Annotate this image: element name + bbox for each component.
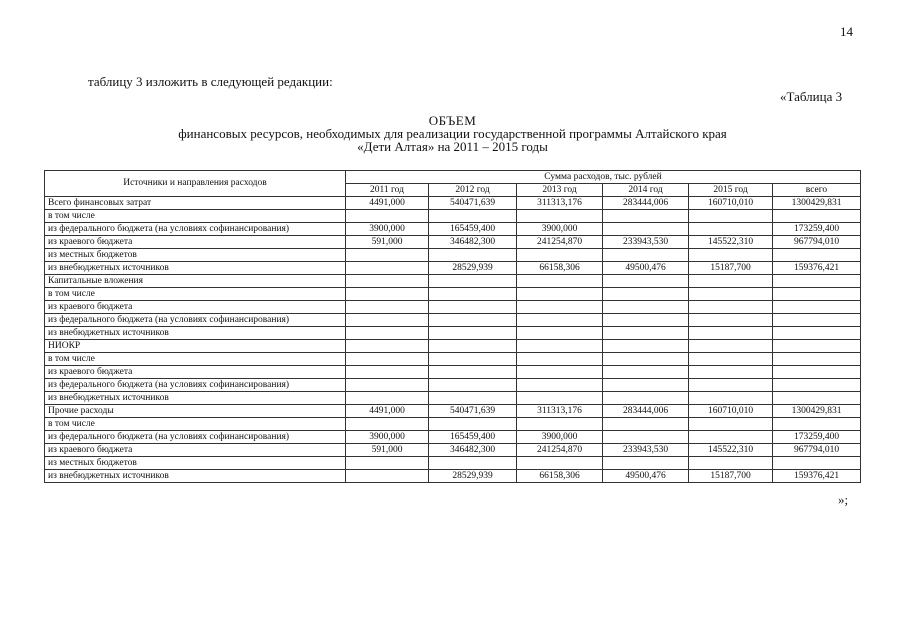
header-year-2012: 2012 год (429, 184, 517, 197)
row-label: из краевого бюджета (45, 301, 346, 314)
header-year-2014: 2014 год (603, 184, 689, 197)
row-value-cell (689, 210, 773, 223)
row-value-cell (773, 210, 861, 223)
page-number: 14 (840, 24, 853, 39)
row-value-cell (603, 223, 689, 236)
row-value-cell: 3900,000 (517, 431, 603, 444)
row-value-cell (773, 288, 861, 301)
row-value-cell (603, 418, 689, 431)
row-value-cell (429, 418, 517, 431)
row-value-cell: 540471,639 (429, 405, 517, 418)
row-label: из местных бюджетов (45, 249, 346, 262)
row-value-cell (346, 314, 429, 327)
row-value-cell (603, 392, 689, 405)
row-value-cell (773, 340, 861, 353)
table-row (45, 340, 861, 353)
row-value-cell: 145522,310 (689, 444, 773, 457)
table-row (45, 223, 861, 236)
row-value-cell: 4491,000 (346, 405, 429, 418)
row-value-cell (346, 288, 429, 301)
row-value-cell: 346482,300 (429, 236, 517, 249)
row-value-cell (689, 223, 773, 236)
row-value-cell (517, 340, 603, 353)
row-value-cell (346, 353, 429, 366)
table-row (45, 314, 861, 327)
row-label: в том числе (45, 418, 346, 431)
row-value-cell (346, 366, 429, 379)
row-value-cell: 283444,006 (603, 405, 689, 418)
row-value-cell: 283444,006 (603, 197, 689, 210)
row-label: из внебюджетных источников (45, 392, 346, 405)
row-value-cell: 15187,700 (689, 262, 773, 275)
row-value-cell (346, 262, 429, 275)
row-value-cell (689, 366, 773, 379)
row-value-cell: 4491,000 (346, 197, 429, 210)
row-label: в том числе (45, 288, 346, 301)
row-value-cell (429, 340, 517, 353)
row-value-cell (517, 314, 603, 327)
row-value-cell (689, 314, 773, 327)
table-row (45, 444, 861, 457)
row-label: из краевого бюджета (45, 444, 346, 457)
row-value-cell (429, 392, 517, 405)
row-value-cell (429, 210, 517, 223)
row-value-cell: 311313,176 (517, 197, 603, 210)
row-value-cell: 28529,939 (429, 262, 517, 275)
intro-text: таблицу 3 изложить в следующей редакции: (88, 74, 333, 89)
header-year-2011: 2011 год (346, 184, 429, 197)
row-value-cell (517, 366, 603, 379)
table-row (45, 275, 861, 288)
table-reference: «Таблица 3 (780, 89, 843, 104)
row-value-cell (517, 392, 603, 405)
row-value-cell (773, 379, 861, 392)
row-value-cell (689, 392, 773, 405)
row-value-cell (603, 366, 689, 379)
row-value-cell (773, 327, 861, 340)
row-value-cell (603, 288, 689, 301)
row-value-cell: 15187,700 (689, 470, 773, 483)
row-value-cell (429, 353, 517, 366)
row-value-cell: 145522,310 (689, 236, 773, 249)
row-value-cell (346, 457, 429, 470)
row-label: Прочие расходы (45, 405, 346, 418)
row-label: из краевого бюджета (45, 366, 346, 379)
row-value-cell (346, 275, 429, 288)
row-value-cell (603, 379, 689, 392)
row-value-cell (689, 353, 773, 366)
header-source-column: Источники и направления расходов (45, 171, 346, 197)
row-label: из внебюджетных источников (45, 262, 346, 275)
row-value-cell (429, 457, 517, 470)
row-value-cell: 967794,010 (773, 444, 861, 457)
row-value-cell (773, 457, 861, 470)
row-value-cell (689, 275, 773, 288)
row-value-cell (773, 249, 861, 262)
row-value-cell: 66158,306 (517, 470, 603, 483)
table-row (45, 262, 861, 275)
row-value-cell (517, 327, 603, 340)
row-value-cell (603, 327, 689, 340)
row-value-cell: 967794,010 (773, 236, 861, 249)
row-value-cell: 160710,010 (689, 405, 773, 418)
row-label: Капитальные вложения (45, 275, 346, 288)
row-value-cell (346, 470, 429, 483)
row-value-cell: 159376,421 (773, 470, 861, 483)
table-row (45, 405, 861, 418)
row-label: из внебюджетных источников (45, 327, 346, 340)
row-value-cell (689, 249, 773, 262)
table-header (45, 171, 861, 197)
row-label: Всего финансовых затрат (45, 197, 346, 210)
row-label: из федерального бюджета (на условиях софинансирования) (45, 314, 346, 327)
row-value-cell: 3900,000 (346, 223, 429, 236)
row-value-cell (346, 327, 429, 340)
row-value-cell (346, 379, 429, 392)
row-value-cell (346, 301, 429, 314)
row-value-cell (346, 392, 429, 405)
row-value-cell: 165459,400 (429, 431, 517, 444)
table-row (45, 353, 861, 366)
table-row (45, 392, 861, 405)
row-value-cell (603, 275, 689, 288)
row-value-cell (429, 249, 517, 262)
row-label: из федерального бюджета (на условиях софинансирования) (45, 379, 346, 392)
row-value-cell (689, 340, 773, 353)
table-row (45, 288, 861, 301)
row-value-cell: 3900,000 (346, 431, 429, 444)
row-value-cell: 165459,400 (429, 223, 517, 236)
row-label: из внебюджетных источников (45, 470, 346, 483)
row-label: из местных бюджетов (45, 457, 346, 470)
row-value-cell: 233943,530 (603, 444, 689, 457)
row-value-cell: 241254,870 (517, 444, 603, 457)
row-value-cell (517, 353, 603, 366)
header-total: всего (773, 184, 861, 197)
row-value-cell (689, 301, 773, 314)
row-value-cell (689, 379, 773, 392)
header-year-2015: 2015 год (689, 184, 773, 197)
row-value-cell (429, 327, 517, 340)
row-value-cell: 346482,300 (429, 444, 517, 457)
row-value-cell (346, 210, 429, 223)
table-row (45, 197, 861, 210)
row-value-cell (689, 288, 773, 301)
row-value-cell: 591,000 (346, 444, 429, 457)
row-value-cell (603, 431, 689, 444)
row-value-cell (346, 340, 429, 353)
row-value-cell: 159376,421 (773, 262, 861, 275)
table-row (45, 301, 861, 314)
table-row (45, 379, 861, 392)
title-line-2: финансовых ресурсов, необходимых для реализации государственной программы Алтайского края (178, 126, 727, 141)
closing-mark: »; (838, 492, 849, 507)
row-value-cell (517, 210, 603, 223)
row-value-cell (517, 301, 603, 314)
row-value-cell (517, 457, 603, 470)
table-row (45, 327, 861, 340)
row-value-cell: 1300429,831 (773, 405, 861, 418)
row-value-cell (603, 210, 689, 223)
row-label: в том числе (45, 353, 346, 366)
row-value-cell (773, 314, 861, 327)
row-value-cell (603, 314, 689, 327)
table-row (45, 431, 861, 444)
title-line-3: «Дети Алтая» на 2011 – 2015 годы (357, 139, 548, 154)
table-row (45, 457, 861, 470)
row-value-cell: 28529,939 (429, 470, 517, 483)
table-row (45, 236, 861, 249)
row-value-cell (517, 249, 603, 262)
row-value-cell (517, 288, 603, 301)
row-value-cell (773, 301, 861, 314)
row-value-cell (346, 249, 429, 262)
row-value-cell (773, 392, 861, 405)
table-row (45, 210, 861, 223)
row-label: из краевого бюджета (45, 236, 346, 249)
title-line-1: ОБЪЕМ (428, 113, 477, 128)
row-label: из федерального бюджета (на условиях софинансирования) (45, 223, 346, 236)
table-body (45, 197, 861, 483)
row-value-cell (603, 353, 689, 366)
row-value-cell (773, 353, 861, 366)
row-value-cell (689, 418, 773, 431)
header-year-2013: 2013 год (517, 184, 603, 197)
row-value-cell (773, 275, 861, 288)
row-value-cell (603, 249, 689, 262)
row-value-cell (429, 301, 517, 314)
row-value-cell: 49500,476 (603, 470, 689, 483)
row-value-cell (689, 457, 773, 470)
row-value-cell (603, 301, 689, 314)
document-title (0, 114, 905, 153)
row-label: из федерального бюджета (на условиях софинансирования) (45, 431, 346, 444)
row-value-cell (429, 275, 517, 288)
row-value-cell: 1300429,831 (773, 197, 861, 210)
header-sum-group: Сумма расходов, тыс. рублей (346, 171, 861, 184)
row-value-cell: 540471,639 (429, 197, 517, 210)
row-value-cell: 591,000 (346, 236, 429, 249)
budget-table (44, 170, 861, 483)
row-value-cell: 160710,010 (689, 197, 773, 210)
row-value-cell (603, 457, 689, 470)
row-value-cell (429, 314, 517, 327)
table-row (45, 249, 861, 262)
row-value-cell (603, 340, 689, 353)
row-value-cell (773, 366, 861, 379)
row-value-cell (773, 418, 861, 431)
row-value-cell (689, 431, 773, 444)
row-value-cell (429, 366, 517, 379)
row-value-cell (346, 418, 429, 431)
row-value-cell: 311313,176 (517, 405, 603, 418)
row-label: в том числе (45, 210, 346, 223)
row-value-cell: 173259,400 (773, 431, 861, 444)
row-value-cell (517, 418, 603, 431)
row-value-cell (689, 327, 773, 340)
row-value-cell: 173259,400 (773, 223, 861, 236)
row-value-cell (429, 288, 517, 301)
row-label: НИОКР (45, 340, 346, 353)
table-row (45, 366, 861, 379)
row-value-cell (517, 379, 603, 392)
row-value-cell: 241254,870 (517, 236, 603, 249)
row-value-cell (517, 275, 603, 288)
row-value-cell: 66158,306 (517, 262, 603, 275)
row-value-cell: 3900,000 (517, 223, 603, 236)
row-value-cell: 233943,530 (603, 236, 689, 249)
table-row (45, 470, 861, 483)
row-value-cell (429, 379, 517, 392)
row-value-cell: 49500,476 (603, 262, 689, 275)
table-row (45, 418, 861, 431)
